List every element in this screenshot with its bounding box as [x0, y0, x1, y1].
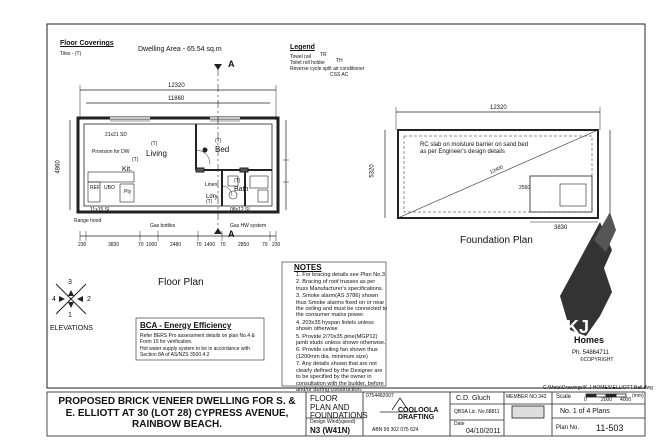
elevation-number: 4	[52, 296, 56, 303]
elevation-number: 3	[68, 279, 72, 286]
dim-bottom: 1000	[146, 242, 158, 248]
dim-inner-width: 11860	[168, 96, 185, 102]
bca-title: BCA - Energy Efficiency	[140, 321, 232, 330]
gas-bottles-note: Gas bottles	[150, 223, 176, 229]
dim-bottom: 230	[272, 242, 281, 248]
room-bath-floor: (T)	[234, 178, 241, 184]
bca-line-1: Refer BERS Pro assessment details on plan No.4 & Form 15 for verification.	[140, 333, 255, 345]
section-marker-top: A	[228, 59, 235, 69]
member-number: MEMBER NO.342	[506, 394, 547, 400]
dim-overall-width: 12320	[168, 83, 185, 89]
room-note: 21x21 SD	[105, 132, 127, 138]
dim-bottom: 2480	[170, 242, 182, 248]
project-title: PROPOSED BRICK VENEER DWELLING FOR S. & E. ELLIOTT AT 30 (LOT 28) CYPRESS AVENUE, RAINBOW BEACH.	[58, 396, 296, 430]
elevation-number: 1	[68, 312, 72, 319]
qbsa-licence: QBSA Lic. No.68811	[454, 409, 500, 415]
scale-tick: 4000	[620, 397, 632, 403]
fdn-dim-diagonal: 12400	[489, 164, 505, 176]
legend-item: Toilet roll holder	[290, 60, 326, 66]
note-item: 6. Provide ceiling fan shown thus (1200mm dia. minimum size)	[296, 347, 378, 360]
legend-title: Legend	[290, 44, 315, 51]
floor-plan-caption: Floor Plan	[158, 277, 204, 288]
elevation-number: 2	[87, 296, 91, 303]
note-item: 2. Bracing of roof trusses as per truss Manufacturer's specifications.	[296, 279, 384, 292]
scale-tick: 0	[584, 397, 587, 403]
range-hood-note: Range hood	[74, 218, 102, 224]
note-item: 7. Any details shown that are not clearly defined by the Designer are to be specified by the owner in consultation with the builder, before and/or during construction.	[296, 361, 384, 393]
logo-word: Homes	[574, 335, 605, 345]
dim-bottom: 2850	[238, 242, 250, 248]
note-item: 5. Provide 2/70x35 pine(MGP12) jamb studs unless shown otherwise.	[296, 333, 386, 347]
dim-depth: 4860	[55, 160, 62, 174]
file-path: C:\Meta\Drawings\K.J HOMES\ELLIOTT Ball.dwg	[543, 385, 653, 391]
company-phone: 0754482007	[366, 393, 394, 399]
fdn-dim-depth: 5320	[369, 164, 376, 178]
dim-bottom: 230	[78, 242, 87, 248]
legend-code: TH	[336, 58, 343, 64]
company-name: COOLOOLA DRAFTING	[398, 407, 439, 421]
floor-coverings-item: Tiles - (T)	[60, 51, 82, 57]
room-laundry-label: Ldry	[206, 194, 218, 200]
plan-no-value: 11-503	[596, 423, 624, 433]
legend-code: TR	[320, 52, 327, 58]
room-bed-label: Bed	[215, 145, 230, 154]
notes-title: NOTES	[294, 263, 322, 272]
room-kitchen-label: Kit.	[122, 166, 133, 173]
room-bed-floor: (T)	[215, 138, 222, 144]
room-living-floor: (T)	[151, 141, 158, 147]
gas-hw-note: Gas HW system	[230, 223, 267, 229]
room-kitchen-floor: (T)	[132, 157, 139, 163]
floor-coverings-title: Floor Coverings	[60, 40, 114, 47]
scale-label: Scale	[556, 394, 572, 400]
logo-phone: Ph. 54864711	[572, 350, 609, 356]
drawing-title: FLOOR PLAN AND FOUNDATIONS	[310, 394, 368, 420]
fixture-ref: REF	[90, 185, 100, 191]
room-laundry-floor: (T)	[206, 199, 213, 205]
room-living-label: Living	[146, 149, 167, 158]
notes-list	[296, 272, 388, 394]
dim-bottom: 70	[220, 242, 226, 248]
bca-line-2: Hot water supply system to be in accordance with Section 8A of AS/NZS 3500.4.2	[140, 346, 250, 358]
fdn-slab-note: RC slab on moisture barrier on sand bed as per Engineer's design details	[420, 142, 529, 155]
note-item: 3. Smoke alarm(AS 3786) shown thus Smoke alarms fixed on or near the ceiling and must be connected to the consumer mains power.	[296, 293, 388, 319]
legend-code: CSS AC	[330, 72, 349, 78]
note-item: 1. For bracing details see Plan No.3	[296, 272, 385, 278]
elevations-caption: ELEVATIONS	[50, 325, 93, 332]
foundation-plan-caption: Foundation Plan	[460, 235, 533, 246]
date-label: Date	[454, 421, 465, 427]
dw-provision-note: Provision for DW	[92, 149, 130, 155]
room-bath-label: Bath	[234, 186, 249, 193]
legend-item: Reverse cycle split air conditioner	[290, 66, 365, 72]
fixture-pantry: Pty	[124, 189, 132, 195]
logo-copyright: ©COPYRIGHT	[580, 357, 614, 363]
design-wind-value: N3 (W41N)	[310, 426, 351, 435]
dim-bottom: 70	[196, 242, 202, 248]
logo-letters: KJ	[566, 317, 590, 337]
legend-item: Towel rail	[290, 54, 311, 60]
drafter-name: C.D. Gluch	[456, 395, 491, 402]
fixture-ubo: UBO	[104, 185, 115, 191]
foundation-plan-drawing	[385, 107, 610, 222]
company-abn: ABN 99 302 075 624	[372, 427, 419, 433]
dim-bottom: 1400	[204, 242, 216, 248]
fdn-dim-width: 12320	[490, 105, 507, 111]
scale-unit: (mm)	[632, 393, 644, 399]
sheet-number: No. 1 of 4 Plans	[560, 408, 610, 415]
scale-tick: 2000	[601, 397, 613, 403]
dim-bottom: 70	[138, 242, 144, 248]
section-marker-bottom: A	[228, 229, 235, 239]
fdn-dim-wet-depth: 2560	[519, 185, 531, 191]
dim-bottom: 3830	[108, 242, 120, 248]
note-item: 4. 203x35 hyspan lintels unless shown otherwise	[296, 319, 374, 333]
fdn-dim-wet-area: 3830	[554, 225, 568, 231]
dim-bottom: 70	[262, 242, 268, 248]
plan-no-label: Plan No.	[556, 425, 580, 431]
dwelling-area: Dwelling Area - 65.54 sq.m	[138, 46, 222, 53]
room-linen-label: Linen	[205, 182, 218, 188]
lintel-note-a: 11x15 SI	[90, 207, 110, 213]
date-value: 04/10/2011	[466, 428, 501, 435]
elevations-compass	[56, 284, 86, 314]
lintel-note-b: 08x12 SI	[230, 207, 250, 213]
design-wind-label: Design Wind(speed)	[310, 419, 356, 425]
